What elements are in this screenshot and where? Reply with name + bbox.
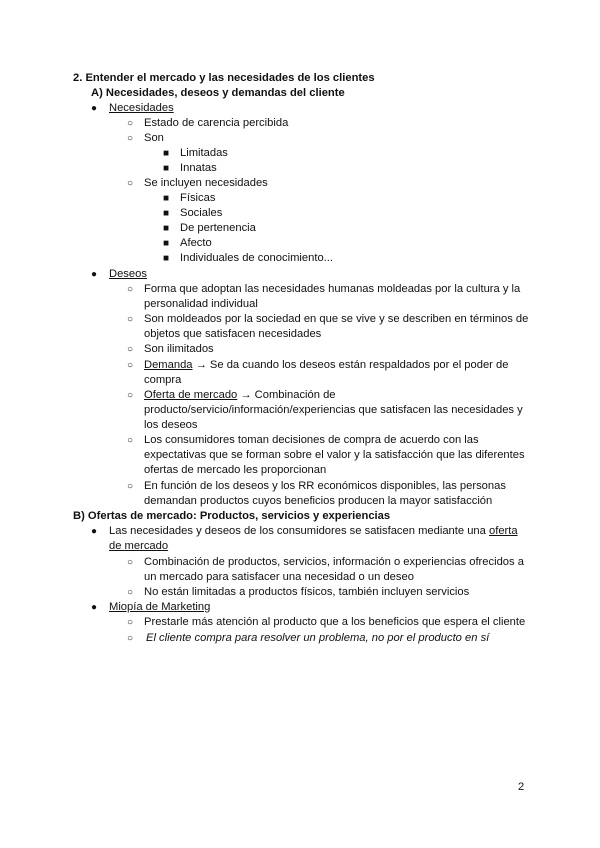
list-item: Físicas xyxy=(180,192,216,204)
list-item: No están limitadas a productos físicos, también incluyen servicios xyxy=(144,586,470,598)
demanda-definition: → Se da cuando los deseos están respaldados por el poder de xyxy=(192,359,509,371)
list-item: Innatas xyxy=(180,162,217,174)
bullet-hollow-icon: ○ xyxy=(127,390,134,401)
bullet-square-icon: ■ xyxy=(163,238,170,249)
oferta-term-b: de mercado xyxy=(109,540,169,552)
bullet-square-icon: ■ xyxy=(163,208,170,219)
list-item-continuation: producto/servicio/información/experiencias que satisfacen las necesidades y xyxy=(144,404,523,416)
list-item: Limitadas xyxy=(180,147,228,159)
bullet-hollow-icon: ○ xyxy=(127,360,134,371)
bullet-filled-icon: ● xyxy=(91,526,98,537)
list-item-demanda xyxy=(144,358,508,373)
ofertas-text: Las necesidades y deseos de los consumidores se satisfacen mediante una xyxy=(109,525,489,537)
bullet-filled-icon: ● xyxy=(91,602,98,613)
bullet-hollow-icon: ○ xyxy=(127,178,134,189)
list-item: En función de los deseos y los RR económicos disponibles, las personas xyxy=(144,480,506,492)
subsection-a-title: A) Necesidades, deseos y demandas del cliente xyxy=(91,87,345,99)
list-item: Estado de carencia percibida xyxy=(144,117,289,129)
section-title: 2. Entender el mercado y las necesidades de los clientes xyxy=(73,72,375,84)
bullet-hollow-icon: ○ xyxy=(127,435,134,446)
list-item: De pertenencia xyxy=(180,222,256,234)
necesidades-heading: Necesidades xyxy=(109,102,174,114)
bullet-hollow-icon: ○ xyxy=(127,587,134,598)
list-item: Prestarle más atención al producto que a los beneficios que espera el cliente xyxy=(144,616,526,628)
list-item-ofertas xyxy=(109,524,518,539)
list-item: Se incluyen necesidades xyxy=(144,177,268,189)
list-item-italic: El cliente compra para resolver un problema, no por el producto en sí xyxy=(146,632,490,644)
list-item-continuation: un mercado para satisfacer una necesidad o un deseo xyxy=(144,571,414,583)
oferta-term: Oferta de mercado xyxy=(144,389,238,401)
list-item-continuation: los deseos xyxy=(144,419,198,431)
bullet-square-icon: ■ xyxy=(163,223,170,234)
demanda-term: Demanda xyxy=(144,359,193,371)
list-item: Sociales xyxy=(180,207,223,219)
bullet-square-icon: ■ xyxy=(163,163,170,174)
list-item: Los consumidores toman decisiones de compra de acuerdo con las xyxy=(144,434,479,446)
bullet-hollow-icon: ○ xyxy=(127,284,134,295)
list-item: Combinación de productos, servicios, información o experiencias ofrecidos a xyxy=(144,556,524,568)
list-item-continuation: compra xyxy=(144,374,182,386)
bullet-square-icon: ■ xyxy=(163,193,170,204)
bullet-hollow-icon: ○ xyxy=(127,481,134,492)
bullet-hollow-icon: ○ xyxy=(127,633,134,644)
subsection-b-title: B) Ofertas de mercado: Productos, servicios y experiencias xyxy=(73,510,391,522)
list-item: Son ilimitados xyxy=(144,343,214,355)
oferta-definition: → Combinación de xyxy=(237,389,336,401)
list-item: Individuales de conocimiento... xyxy=(180,252,333,264)
list-item-continuation: expectativas que se forman sobre el valor y la satisfacción que las diferentes xyxy=(144,449,525,461)
bullet-square-icon: ■ xyxy=(163,148,170,159)
bullet-hollow-icon: ○ xyxy=(127,344,134,355)
miopia-heading: Miopía de Marketing xyxy=(109,601,211,613)
list-item: Forma que adoptan las necesidades humanas moldeadas por la cultura y la xyxy=(144,283,521,295)
oferta-term-a: oferta xyxy=(488,525,518,537)
list-item: Son xyxy=(144,132,164,144)
page-number: 2 xyxy=(518,781,525,793)
list-item-continuation: demandan productos cuyos beneficios producen la mayor satisfacción xyxy=(144,495,493,507)
list-item-continuation: objetos que satisfacen necesidades xyxy=(144,328,322,340)
bullet-square-icon: ■ xyxy=(163,253,170,264)
list-item: Son moldeados por la sociedad en que se vive y se describen en términos de xyxy=(144,313,529,325)
list-item-oferta xyxy=(144,388,336,403)
bullet-hollow-icon: ○ xyxy=(127,617,134,628)
bullet-filled-icon: ● xyxy=(91,269,98,280)
bullet-hollow-icon: ○ xyxy=(127,118,134,129)
deseos-heading: Deseos xyxy=(109,268,147,280)
list-item-continuation: personalidad individual xyxy=(144,298,258,310)
bullet-hollow-icon: ○ xyxy=(127,133,134,144)
bullet-hollow-icon: ○ xyxy=(127,314,134,325)
list-item: Afecto xyxy=(180,237,212,249)
bullet-hollow-icon: ○ xyxy=(127,557,134,568)
list-item-continuation: ofertas de mercado les proporcionan xyxy=(144,464,327,476)
bullet-filled-icon: ● xyxy=(91,103,98,114)
